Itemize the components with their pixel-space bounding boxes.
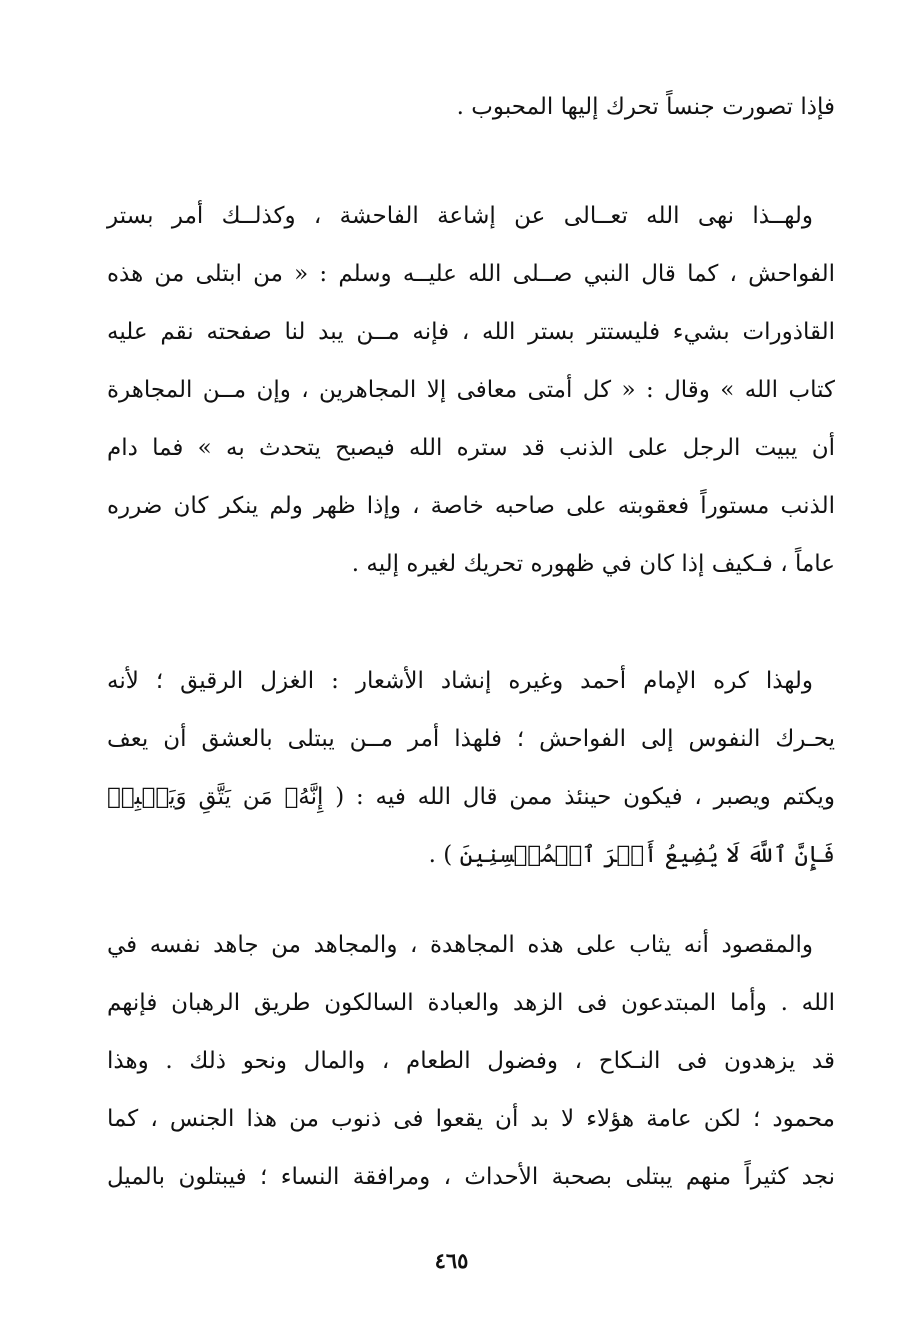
text-line: ولهــذا نهى الله تعــالى عن إشاعة الفاحشة ، وكذلــك أمر بستر xyxy=(107,203,813,229)
text-line: محمود ؛ لكن عامة هؤلاء لا بد أن يقعوا فى ذنوب من هذا الجنس ، كما xyxy=(107,1106,835,1132)
text-line: ويكتم ويصبر ، فيكون حينئذ ممن قال الله فيه : ( إِنَّهُۥ مَن يَتَّقِ وَيَصۡبِرۡ xyxy=(107,784,835,810)
paragraph-opening xyxy=(107,78,835,136)
text-line: قد يزهدون فى النـكاح ، وفضول الطعام ، والمال ونحو ذلك . وهذا xyxy=(107,1048,835,1074)
text-line: الله . وأما المبتدعون فى الزهد والعبادة السالكون طريق الرهبان فإنهم xyxy=(107,990,835,1016)
paragraph-concealing-sins xyxy=(107,187,835,593)
text-line: الذنب مستوراً فعقوبته على صاحبه خاصة ، وإذا ظهر ولم ينكر كان ضرره xyxy=(107,493,835,519)
quran-verse-line: فَإِنَّ ٱللَّهَ لَا يُضِيعُ أَجۡرَ ٱلۡمُحۡسِنِينَ ) . xyxy=(428,842,835,868)
text-line: الفواحش ، كما قال النبي صــلى الله عليــه وسلم : « من ابتلى من هذه xyxy=(107,261,835,287)
page-number: ٤٦٥ xyxy=(434,1248,469,1273)
text-line: القاذورات بشيء فليستتر بستر الله ، فإنه مــن يبد لنا صفحته نقم عليه xyxy=(107,319,835,345)
text-line: أن يبيت الرجل على الذنب قد ستره الله فيصبح يتحدث به » فما دام xyxy=(107,435,835,461)
paragraph-innovators xyxy=(107,916,835,1206)
paragraph-poetry xyxy=(107,652,835,884)
text-line: فإذا تصورت جنساً تحرك إليها المحبوب . xyxy=(456,94,835,120)
text-line: ولهذا كره الإمام أحمد وغيره إنشاد الأشعار : الغزل الرقيق ؛ لأنه xyxy=(107,668,813,694)
text-line: والمقصود أنه يثاب على هذه المجاهدة ، والمجاهد من جاهد نفسه في xyxy=(107,932,813,958)
text-line: عاماً ، فـكيف إذا كان في ظهوره تحريك لغيره إليه . xyxy=(351,551,835,577)
text-line: يحـرك النفوس إلى الفواحش ؛ فلهذا أمر مــن يبتلى بالعشق أن يعف xyxy=(107,726,835,752)
text-line: نجد كثيراً منهم يبتلى بصحبة الأحداث ، ومرافقة النساء ؛ فيبتلون بالميل xyxy=(107,1164,835,1190)
text-line: كتاب الله » وقال : « كل أمتى معافى إلا المجاهرين ، وإن مــن المجاهرة xyxy=(107,377,835,403)
